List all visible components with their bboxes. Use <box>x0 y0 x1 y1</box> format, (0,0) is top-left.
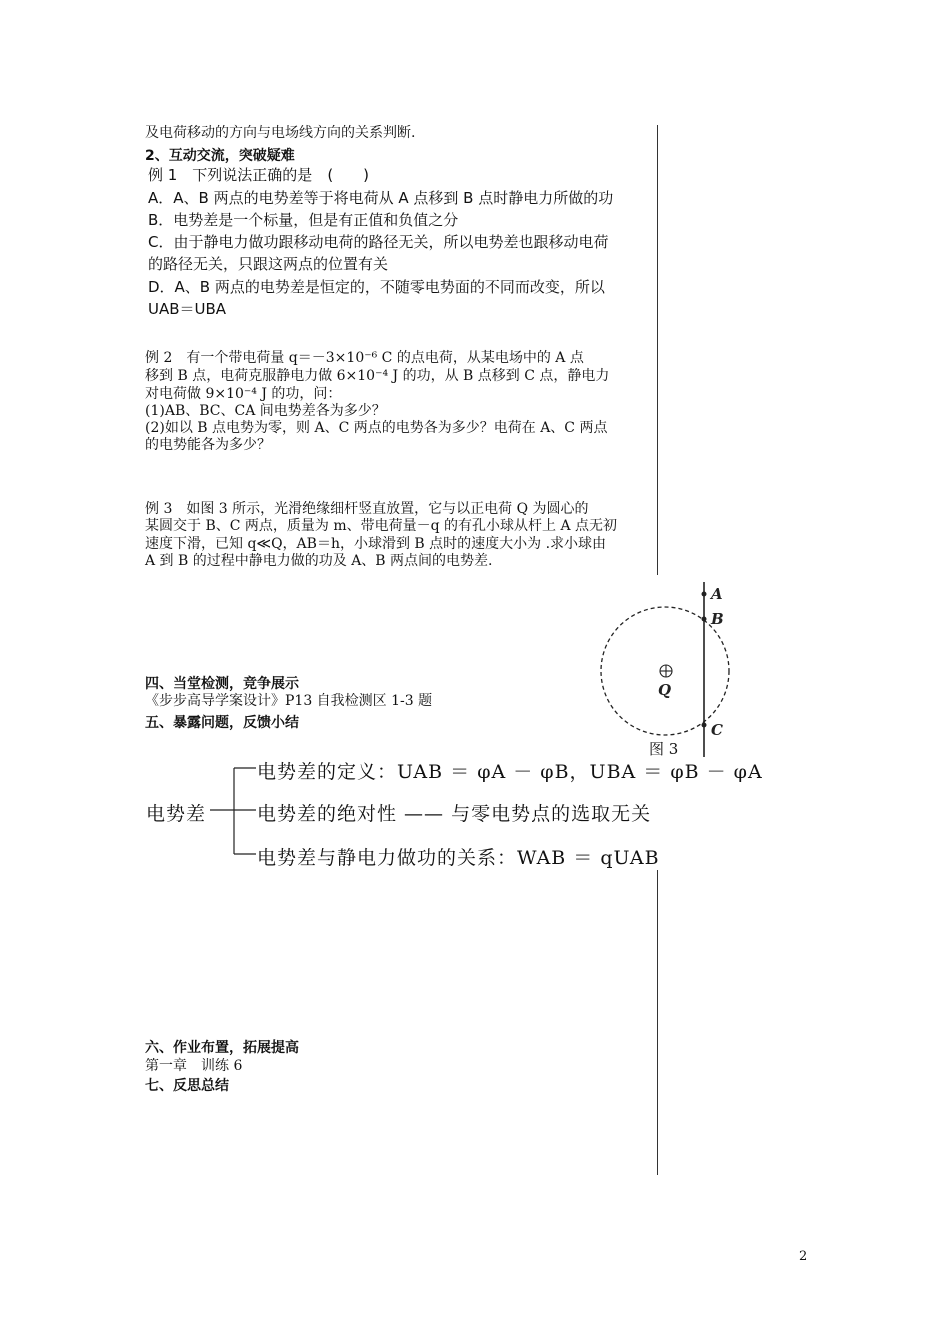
summary-branch-work: 电势差与静电力做功的关系：WAB ＝ qUAB <box>257 847 660 869</box>
ex1-option-b: B．电势差是一个标量，但是有正值和负值之分 <box>148 211 459 229</box>
ex2-line3: 对电荷做 9×10⁻⁴ J 的功，问： <box>145 386 342 402</box>
ex2-line4: (1)AB、BC、CA 间电势差各为多少？ <box>145 403 386 419</box>
section4-text: 《步步高导学案设计》P13 自我检测区 1-3 题 <box>145 693 433 709</box>
figure-3-diagram <box>595 582 745 757</box>
ex1-option-c-line1: C．由于静电力做功跟移动电荷的路径无关，所以电势差也跟移动电荷 <box>148 233 609 251</box>
ex1-option-d-line2: UAB＝UBA <box>148 300 227 318</box>
ex3-line3: 速度下滑，已知 q≪Q，AB＝h，小球滑到 B 点时的速度大小为 .求小球由 <box>145 536 607 552</box>
ex3-line1: 例 3 如图 3 所示，光滑绝缘细杆竖直放置，它与以正电荷 Q 为圆心的 <box>145 501 589 517</box>
ex1-option-a: A．A、B 两点的电势差等于将电荷从 A 点移到 B 点时静电力所做的功 <box>148 189 614 207</box>
summary-root: 电势差 <box>146 803 207 825</box>
label-b: B <box>711 610 724 628</box>
point-c-dot <box>702 723 707 728</box>
ex3-line4: A 到 B 的过程中静电力做的功及 A、B 两点间的电势差. <box>145 553 493 569</box>
ex2-line5: (2)如以 B 点电势为零，则 A、C 两点的电势各为多少？电荷在 A、C 两点 <box>145 420 608 436</box>
margin-line-top <box>657 125 658 575</box>
ex3-line2: 某圆交于 B、C 两点，质量为 m、带电荷量－q 的有孔小球从杆上 A 点无初 <box>145 518 618 534</box>
section6-title: 六、作业布置，拓展提高 <box>145 1040 299 1056</box>
summary-branch-absolute: 电势差的绝对性 —— 与零电势点的选取无关 <box>257 803 652 825</box>
intro-line: 及电荷移动的方向与电场线方向的关系判断. <box>145 125 416 141</box>
label-c: C <box>711 721 723 739</box>
ex1-stem: 例 1 下列说法正确的是 ( ) <box>148 166 370 184</box>
figure-caption: 图 3 <box>649 740 679 758</box>
ex2-line6: 的电势能各为多少？ <box>145 437 271 453</box>
ex1-option-d-line1: D．A、B 两点的电势差是恒定的，不随零电势面的不同而改变，所以 <box>148 278 605 296</box>
margin-line-bottom <box>657 870 658 1175</box>
section2-title: 2、互动交流，突破疑难 <box>145 148 295 164</box>
page-number: 2 <box>799 1249 808 1264</box>
section6-text: 第一章 训练 6 <box>145 1058 243 1074</box>
point-a-dot <box>702 592 707 597</box>
ex1-option-c-line2: 的路径无关，只跟这两点的位置有关 <box>148 255 389 273</box>
label-a: A <box>711 585 723 603</box>
ex2-line1: 例 2 有一个带电荷量 q＝－3×10⁻⁶ C 的点电荷，从某电场中的 A 点 <box>145 350 584 366</box>
ex2-line2: 移到 B 点，电荷克服静电力做 6×10⁻⁴ J 的功，从 B 点移到 C 点，静电力 <box>145 368 610 384</box>
point-b-dot <box>702 617 707 622</box>
label-q: Q <box>658 681 672 699</box>
section4-title: 四、当堂检测，竞争展示 <box>145 676 299 692</box>
section5-title: 五、暴露问题，反馈小结 <box>145 715 299 731</box>
summary-branch-definition: 电势差的定义：UAB ＝ φA － φB，UBA ＝ φB － φA <box>257 761 763 783</box>
section7-title: 七、反思总结 <box>145 1078 229 1094</box>
